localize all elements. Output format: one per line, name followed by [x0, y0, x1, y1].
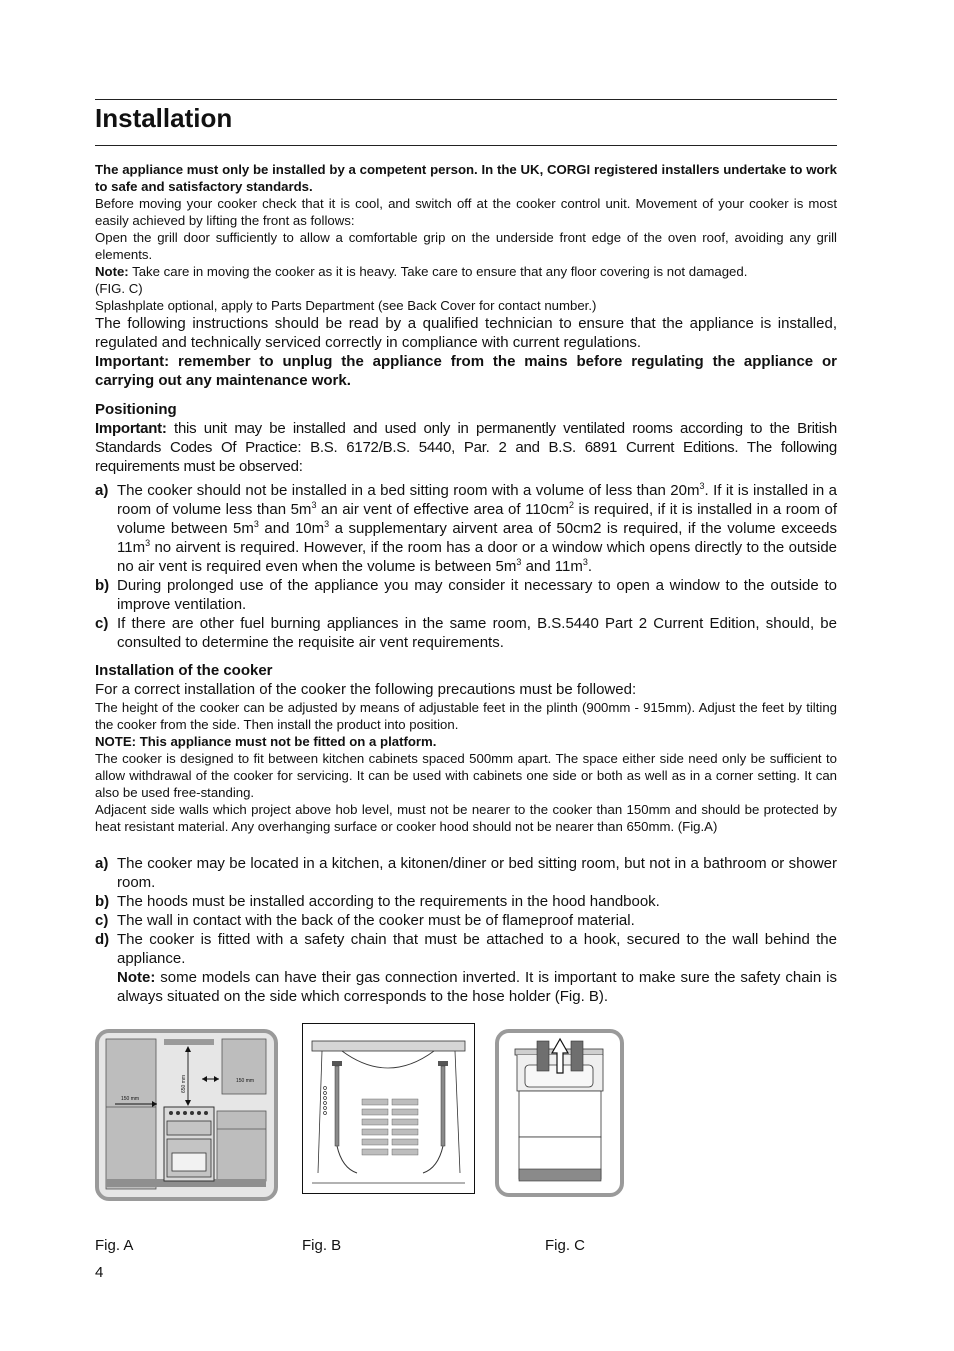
dim-right-label: 150 mm [236, 1078, 255, 1084]
list-item: c) The wall in contact with the back of the cooker must be of flameproof material. [95, 912, 635, 929]
figure-b [302, 1023, 475, 1194]
intro-figc: (FIG. C) [95, 281, 143, 296]
top-rule [95, 99, 837, 100]
list-item: a) The cooker may be located in a kitchen, a kitonen/diner or bed sitting room, but not in a bathroom or shower room. [95, 855, 837, 891]
figure-a [95, 1029, 278, 1201]
item-label: b) [95, 893, 110, 910]
cooker-lead: For a correct installation of the cooker the following precautions must be followed: [95, 681, 637, 698]
intro-bold: The appliance must only be installed by a competent person. In the UK, CORGI registered installers undertake to work to safe and satisfactory standards. [95, 162, 837, 194]
cooker-lifting-diagram [495, 1029, 624, 1197]
cooker-note: NOTE: This appliance must not be fitted on a platform. [95, 734, 437, 749]
figure-a-caption: Fig. A [95, 1237, 134, 1254]
intro-p2: Open the grill door sufficiently to allow a comfortable grip on the underside front edge of the oven roof, avoiding any grill elements. [95, 230, 837, 262]
cooker-rear-diagram [302, 1023, 475, 1194]
cooker-list [95, 854, 837, 1006]
dim-top-label: 650 mm [181, 1074, 187, 1093]
intro-section [95, 161, 837, 390]
positioning-imp-label: Important: [95, 420, 167, 437]
intro-p1: Before moving your cooker check that it is cool, and switch off at the cooker control unit. Movement of your cooker is most easily achieved by lifting the front as follows: [95, 196, 837, 228]
item-label: a) [95, 482, 109, 499]
cooker-p1: The height of the cooker can be adjusted by means of adjustable feet in the plinth (900mm - 915mm). Adjust the feet by tilting the cooker from the side. Then install the product into position. [95, 700, 837, 732]
item-label: c) [95, 615, 109, 632]
positioning-imp-text: this unit may be installed and used only in permanently ventilated rooms according to the British Standards Codes Of Practice: B.S. 6172/B.S. 5440, Par. 2 and B.S. 6891 Current Editions. The following requirements must be observed: [95, 420, 837, 475]
list-item: c) If there are other fuel burning appliances in the same room, B.S.5440 Part 2 Current Edition, should, be consulted to determine the requisite air vent requirements. [95, 615, 837, 651]
list-item: b) During prolonged use of the appliance you may consider it necessary to open a window to the outside to improve ventilation. [95, 577, 837, 613]
page-title: Installation [95, 103, 233, 133]
note-text: Take care in moving the cooker as it is heavy. Take care to ensure that any floor covering is not damaged. [128, 264, 748, 279]
note-label: Note: [95, 264, 129, 279]
page-number: 4 [95, 1264, 104, 1281]
list-item: b) The hoods must be installed according to the requirements in the hood handbook. [95, 893, 660, 910]
item-label: a) [95, 855, 109, 872]
item-label: b) [95, 577, 110, 594]
positioning-list [95, 481, 837, 652]
intro-important: Important: remember to unplug the appliance from the mains before regulating the appliance or carrying out any maintenance work. [95, 353, 837, 389]
positioning-section [95, 400, 837, 652]
cooker-heading: Installation of the cooker [95, 662, 273, 679]
dim-left-label: 150 mm [121, 1096, 140, 1102]
d-note-label: Note: [117, 969, 156, 986]
cooker-section [95, 661, 837, 1006]
cooker-p2: The cooker is designed to fit between kitchen cabinets spaced 500mm apart. The space either side need only be sufficient to allow withdrawal of the cooker for servicing. It can be used with cabinets one side or both as well as in a corner setting. It can also be used free-standing. [95, 751, 837, 800]
figure-c [495, 1029, 624, 1197]
title-rule [95, 145, 837, 146]
positioning-heading: Positioning [95, 401, 177, 418]
list-item: d) The cooker is fitted with a safety chain that must be attached to a hook, secured to the wall behind the appliance. Note: some models can have their gas connection inverted. It is important to make sure the safety chain is always situated on the side which corresponds to the hose holder (Fig. B). [95, 931, 837, 1005]
list-item: a) The cooker should not be installed in a bed sitting room with a volume of less than $20m^3$. If it is installed in a room of volume less than $5m^3$ an air vent of effective area of $110cm^2$ is required, if it is installed in a room of volume between $5m^3$ and $10m^3$ a supplementary airvent area of 50cm2 is required, if the volume exceeds $11m^3$ no airvent is required. However, if the room has a door or a window which opens directly to the outside no air vent is required even when the volume is between $5m^3$ and $11m^3$. [95, 481, 837, 575]
positioning-important [95, 419, 837, 476]
cooker-p3: Adjacent side walls which project above hob level, must not be nearer to the cooker than 150mm and should be protected by heat resistant material. Any overhanging surface or cooker hood should not be nearer than 650mm. (Fig.A) [95, 802, 837, 834]
intro-splash: Splashplate optional, apply to Parts Department (see Back Cover for contact number.) [95, 298, 597, 313]
item-label: d) [95, 931, 110, 948]
figure-c-caption: Fig. C [545, 1237, 586, 1254]
intro-p3: The following instructions should be read by a qualified technician to ensure that the appliance is installed, regulated and technically serviced correctly in compliance with current regulations. [95, 315, 837, 351]
item-label: c) [95, 912, 109, 929]
intro-note [95, 263, 837, 280]
figure-b-caption: Fig. B [302, 1237, 342, 1254]
kitchen-clearance-diagram [95, 1029, 278, 1201]
